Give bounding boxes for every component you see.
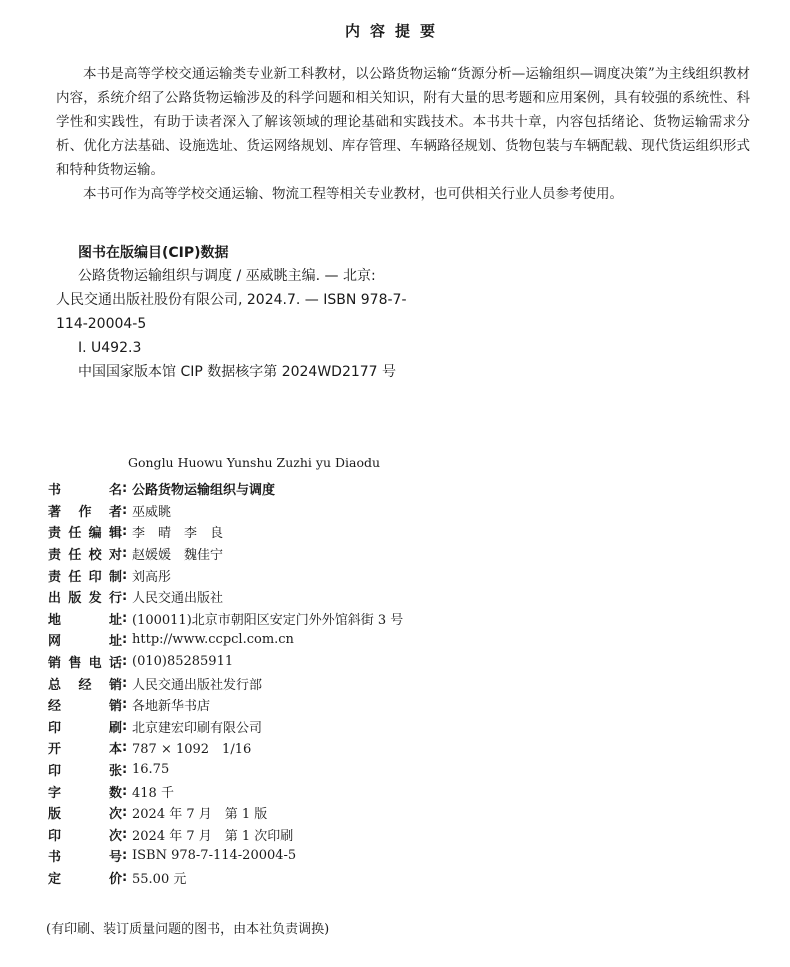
imprint-label: 地 址: [48, 612, 122, 628]
imprint-label: 印 张: [48, 764, 122, 780]
imprint-row: 书 号 : ISBN 978-7-114-20004-5: [48, 848, 297, 866]
imprint-value: (010)85285911: [132, 654, 234, 670]
cip-line-record-number: 中国国家版本馆 CIP 数据核字第 2024WD2177 号: [78, 364, 397, 380]
abstract-paragraph-1: 本书是高等学校交通运输类专业新工科教材，以公路货物运输“货源分析—运输组织—调度决策”为主线组织教材内容，系统介绍了公路货物运输涉及的科学问题和相关知识，附有大量的思考题和应用案例，具有较强的系统性、科学性和实践性，有助于读者深入了解该领域的理论基础和实践技术。本书共十章，内容包括绪论、货物运输需求分析、优化方法基础、设施选址、货运网络规划、库存管理、车辆路径规划、货物包装与车辆配载、现代货运组织形式和特种货物运输。: [56, 66, 750, 178]
imprint-value: 赵媛媛 魏佳宁: [132, 548, 224, 564]
imprint-label: 经 销: [48, 699, 122, 715]
imprint-label: 字 数: [48, 785, 122, 801]
imprint-value: 公路货物运输组织与调度: [132, 483, 276, 499]
imprint-row: 销 售 电 话 : (010)85285911: [48, 654, 234, 672]
imprint-value: 2024 年 7 月 第 1 次印刷: [132, 828, 294, 844]
imprint-row: 责 任 印 制 : 刘高彤: [48, 567, 172, 585]
imprint-row: 责 任 编 辑 : 李 晴 李 良: [48, 524, 224, 542]
imprint-value: ISBN 978-7-114-20004-5: [132, 848, 297, 864]
imprint-value: 418 千: [132, 785, 174, 801]
imprint-label: 出 版 发 行: [48, 591, 122, 607]
imprint-row: 网 址 : http://www.ccpcl.com.cn: [48, 632, 294, 650]
imprint-row: 经 销 : 各地新华书店: [48, 697, 211, 715]
imprint-row: 地 址 : (100011)北京市朝阳区安定门外外馆斜街 3 号: [48, 610, 404, 628]
imprint-row: 书 名 : 公路货物运输组织与调度: [48, 481, 276, 499]
imprint-value: 787 × 1092 1/16: [132, 742, 252, 758]
imprint-value: 2024 年 7 月 第 1 版: [132, 807, 268, 823]
abstract-paragraph-2: 本书可作为高等学校交通运输、物流工程等相关专业教材，也可供相关行业人员参考使用。: [83, 186, 623, 202]
imprint-label: 销 售 电 话: [48, 656, 122, 672]
imprint-label: 印 刷: [48, 720, 122, 736]
imprint-label: 书 号: [48, 850, 122, 866]
cip-section: [56, 242, 736, 384]
imprint-value: (100011)北京市朝阳区安定门外外馆斜街 3 号: [132, 612, 404, 628]
cip-line-classification: Ⅰ. U492.3: [78, 340, 142, 356]
imprint-value: http://www.ccpcl.com.cn: [132, 632, 294, 648]
imprint-label: 著 作 者: [48, 504, 122, 520]
imprint-value: 人民交通出版社: [132, 591, 224, 607]
imprint-label: 责 任 印 制: [48, 569, 122, 585]
imprint-label: 定 价: [48, 871, 122, 887]
cip-line-isbn-tail: 114-20004-5: [56, 316, 147, 332]
imprint-row: 印 次 : 2024 年 7 月 第 1 次印刷: [48, 826, 294, 844]
imprint-label: 书 名: [48, 483, 122, 499]
cip-line-title: 公路货物运输组织与调度 / 巫威眺主编. — 北京:: [78, 268, 376, 284]
page-title: 内容提要: [344, 22, 445, 40]
imprint-value: 55.00 元: [132, 871, 187, 887]
imprint-label: 责 任 编 辑: [48, 526, 122, 542]
imprint-value: 各地新华书店: [132, 699, 211, 715]
imprint-table: [48, 478, 748, 888]
imprint-value: 巫威眺: [132, 504, 172, 520]
imprint-label: 印 次: [48, 828, 122, 844]
imprint-row: 定 价 : 55.00 元: [48, 869, 187, 887]
imprint-row: 总 经 销 : 人民交通出版社发行部: [48, 675, 263, 693]
imprint-label: 网 址: [48, 634, 122, 650]
imprint-value: 16.75: [132, 762, 170, 778]
imprint-label: 总 经 销: [48, 677, 122, 693]
imprint-label: 版 次: [48, 807, 122, 823]
quality-notice: (有印刷、装订质量问题的图书，由本社负责调换): [46, 922, 330, 937]
imprint-value: 李 晴 李 良: [132, 526, 224, 542]
imprint-value: 人民交通出版社发行部: [132, 677, 263, 693]
imprint-row: 出 版 发 行 : 人民交通出版社: [48, 589, 224, 607]
abstract-section: [56, 62, 750, 206]
imprint-row: 版 次 : 2024 年 7 月 第 1 版: [48, 805, 268, 823]
imprint-label: 开 本: [48, 742, 122, 758]
imprint-value: 刘高彤: [132, 569, 172, 585]
imprint-row: 印 张 : 16.75: [48, 762, 170, 780]
pinyin-title: Gonglu Huowu Yunshu Zuzhi yu Diaodu: [128, 455, 381, 470]
imprint-row: 开 本 : 787 × 1092 1/16: [48, 740, 252, 758]
imprint-row: 著 作 者 : 巫威眺: [48, 502, 172, 520]
imprint-row: 责 任 校 对 : 赵媛媛 魏佳宁: [48, 546, 224, 564]
imprint-row: 字 数 : 418 千: [48, 783, 174, 801]
imprint-row: 印 刷 : 北京建宏印刷有限公司: [48, 718, 263, 736]
imprint-value: 北京建宏印刷有限公司: [132, 720, 263, 736]
cip-line-publisher: 人民交通出版社股份有限公司, 2024.7. — ISBN 978-7-: [56, 292, 407, 308]
imprint-label: 责 任 校 对: [48, 548, 122, 564]
cip-heading: 图书在版编目(CIP)数据: [78, 245, 229, 261]
cip-body: [56, 264, 736, 384]
